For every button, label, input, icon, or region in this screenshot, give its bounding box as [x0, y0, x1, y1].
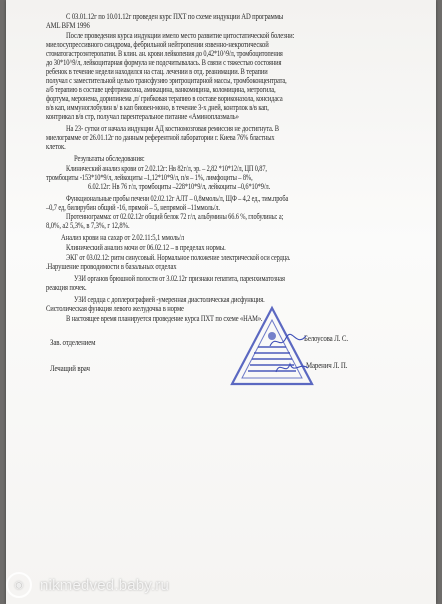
- text-line: После проведения курса индукции имело место развитие цитостатической болезни:: [66, 31, 295, 40]
- text-line: контрикал в/в стр, получал парентеральное питание «Аминоплазмаль»: [46, 112, 239, 121]
- text-line: ЭКГ от 03.02.12: ритм синусовый. Нормальное положение электрической оси сердца.: [66, 253, 291, 262]
- text-line: .Нарушение проводимости в базальных отделах: [46, 262, 177, 271]
- site-watermark: [0, 566, 442, 604]
- text-line: Клинический анализ мочи от 06.02.12 – в пределах нормы.: [66, 243, 226, 252]
- text-line: На 23- сутки от начала индукции АД костномозговая ремиссия не достигнута. В: [66, 124, 279, 133]
- text-line: ребенок в течение недели находился на стац. лечении в отд. реанимации. В терапии: [46, 67, 268, 76]
- signature-title-doctor: Лечащий врач: [50, 364, 90, 373]
- section-heading: Результаты обследования:: [74, 154, 145, 163]
- text-line: реакция почек.: [46, 283, 87, 292]
- text-line: Клинический анализ крови от 2.02.12г: Нв 82г/л, эр. – 2,82 *10*12/л, ЦП 0,87,: [66, 164, 267, 173]
- signature-title-head: Зав. отделением: [50, 338, 96, 347]
- text-line: получал с заместительной целью трансфузию эритроцитарной массы, тромбоконцентрата,: [46, 76, 287, 85]
- text-line: миелосупрессивного синдрома, фебрильной нейтропении язвенно-некротической: [46, 40, 269, 49]
- text-line: клеток.: [46, 142, 66, 151]
- text-line: УЗИ сердца с доплерографией -умеренная диастолическая дисфункция.: [74, 295, 265, 304]
- text-line: в/в кап, иммуноглобулин в/ в кап биовен-моно, в течение 3-х дней, контрлок в/в кап,: [46, 103, 269, 112]
- text-line: тромбоциты -153*10*9/л, лейкоциты –1,12*10*9/л, п/я – 1%, лимфоциты – 8%,: [46, 173, 253, 182]
- text-line: УЗИ органов брюшной полости от 3.02.12г признаки гепатита, паренхиматозная: [74, 274, 285, 283]
- text-line: до 30*10^9/л, лейкоцитарная формула не подсчитывалась. В связи с тяжестью состояния: [46, 58, 282, 67]
- text-line: 6.02.12г: Нв 76 г/л, тромбоциты –228*10*9/л, лейкоциты –0,6*10*9/л.: [88, 182, 271, 191]
- text-line: Анализ крови на сахар от 2.02.11:5,1 ммоль/л: [61, 233, 184, 242]
- text-line: Протеинограмма: от 02.02.12г общий белок 72 г/л, альбумины 66.6 %, глобулины: а;: [66, 212, 284, 221]
- watermark-logo-icon: ◉: [6, 572, 32, 598]
- signature-name-doctor: Маренич Л. П.: [306, 361, 348, 370]
- text-line: 8,0%, а2 5,3%, в 7,3%, г 12,8%.: [46, 221, 130, 230]
- signature-name-head: Белоусова Л. С.: [304, 334, 348, 343]
- watermark-text: nikmedved.baby.ru: [40, 576, 170, 594]
- text-line: а/б терапию в составе цефтриаксона, амикацина, ванкомицина, коломицина, метрогила,: [46, 85, 276, 94]
- text-line: Функциональные пробы печени 02.02.12г АЛТ – 0,8ммоль/л, ЩФ – 4,2 ед., тим.проба: [66, 194, 289, 203]
- text-line: стоматогастроэнтеропатии. В клин. ан. крови лейкопения до 0,42*10^9/л, тромбоцитопения: [46, 49, 283, 58]
- text-line: –0,7 ед, билирубин общий -16, прямой – 5, непрямой –11ммоль/л.: [46, 203, 220, 212]
- hospital-stamp: [228, 304, 316, 392]
- text-line: миелограмме от 26.01.12г по данным референтной лаборатории г. Киева 76% бластных: [46, 133, 275, 142]
- text-line: фортума, меронема, дорипинема ,п/ грибковая терапию в составе вориконазола, консидаса: [46, 94, 283, 103]
- text-line: С 03.01.12г по 10.01.12г проведен курс ПХТ по схеме индукции AD программы: [66, 12, 284, 21]
- text-line: Систолическая функция левого желудочка в норме: [46, 304, 184, 313]
- text-line: В настоящее время планируется проведение курса ПХТ по схеме «НАМ».: [66, 314, 263, 323]
- text-line: AML BFM 1996: [46, 21, 90, 30]
- document-page: [6, 0, 436, 604]
